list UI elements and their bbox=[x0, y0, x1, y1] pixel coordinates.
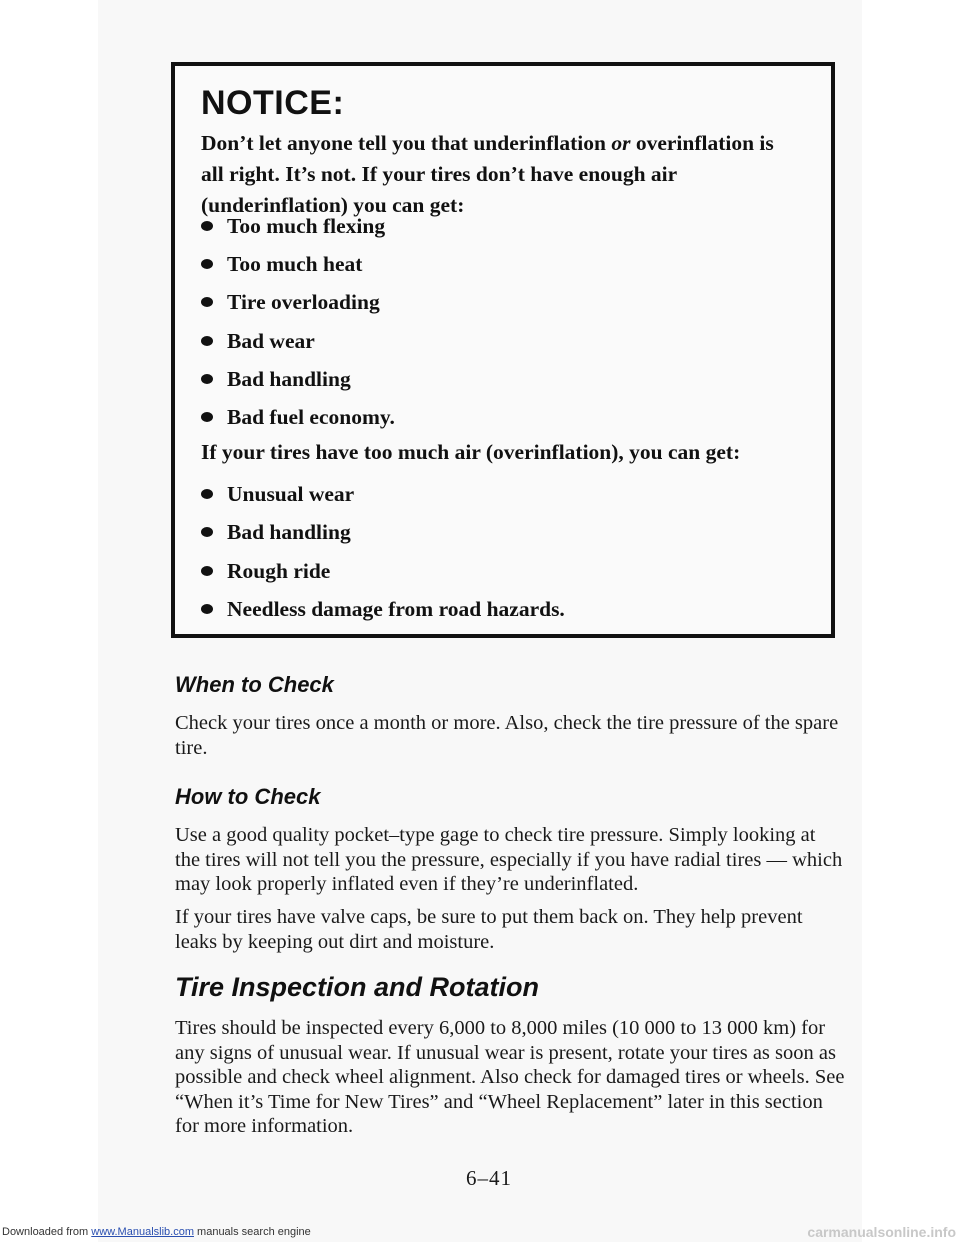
heading-when-to-check: When to Check bbox=[175, 672, 334, 697]
overinflation-intro: If your tires have too much air (overinflation), you can get: bbox=[201, 440, 741, 464]
watermark: carmanualsonline.info bbox=[807, 1224, 956, 1240]
list-item-text: Rough ride bbox=[227, 558, 331, 583]
heading-tire-inspection: Tire Inspection and Rotation bbox=[175, 972, 540, 1002]
bullet-icon bbox=[201, 527, 213, 537]
list-item bbox=[201, 479, 354, 509]
list-item-text: Unusual wear bbox=[227, 481, 355, 506]
bullet-icon bbox=[201, 489, 213, 499]
list-item-text: Too much heat bbox=[227, 251, 363, 276]
list-item-text: Needless damage from road hazards. bbox=[227, 596, 565, 621]
heading-how-to-check: How to Check bbox=[175, 784, 321, 809]
list-item-text: Bad handling bbox=[227, 519, 351, 544]
list-item-text: Bad handling bbox=[227, 366, 351, 391]
page-number: 6–41 bbox=[466, 1166, 512, 1190]
notice-title: NOTICE: bbox=[201, 84, 345, 122]
list-item-text: Tire overloading bbox=[227, 289, 380, 314]
list-item bbox=[201, 517, 351, 547]
when-to-check-text: Check your tires once a month or more. Also, check the tire pressure of the spare tire. bbox=[175, 712, 839, 759]
bullet-icon bbox=[201, 604, 213, 614]
overinflation-list bbox=[175, 66, 831, 634]
list-item-text: Too much flexing bbox=[227, 213, 386, 238]
notice-intro-part2: overinflation is all right. It’s not. If your tires don’t have enough air (underinflation) you can get: bbox=[201, 131, 774, 217]
notice-intro-or: or bbox=[611, 131, 631, 155]
list-item bbox=[201, 594, 565, 624]
footer-link[interactable]: www.Manualslib.com bbox=[91, 1226, 194, 1238]
how-to-check-paragraph-2: If your tires have valve caps, be sure to put them back on. They help prevent leaks by keeping out dirt and moisture. bbox=[175, 906, 803, 953]
list-item-text: Bad fuel economy. bbox=[227, 404, 395, 429]
notice-intro-part1: Don’t let anyone tell you that underinflation bbox=[201, 131, 612, 155]
list-item bbox=[201, 556, 330, 586]
footer-suffix: manuals search engine bbox=[193, 1226, 311, 1238]
footer-prefix: Downloaded from bbox=[2, 1226, 92, 1238]
notice-box bbox=[171, 62, 835, 638]
tire-inspection-text: Tires should be inspected every 6,000 to 8,000 miles (10 000 to 13 000 km) for any signs of unusual wear. If unusual wear is present, rotate your tires as soon as possible and check wheel alignment. Also check for damaged tires or wheels. See “When it’s Time for New Tires” and “Wheel Replacement” later in this section for more information. bbox=[175, 1017, 845, 1137]
bullet-icon bbox=[201, 566, 213, 576]
list-item-text: Bad wear bbox=[227, 328, 315, 353]
download-footer bbox=[2, 1226, 311, 1238]
how-to-check-paragraph-1: Use a good quality pocket–type gage to check tire pressure. Simply looking at the tires will not tell you the pressure, especially if you have radial tires — which may look properly inflated even if they’re underinflated. bbox=[175, 824, 843, 895]
